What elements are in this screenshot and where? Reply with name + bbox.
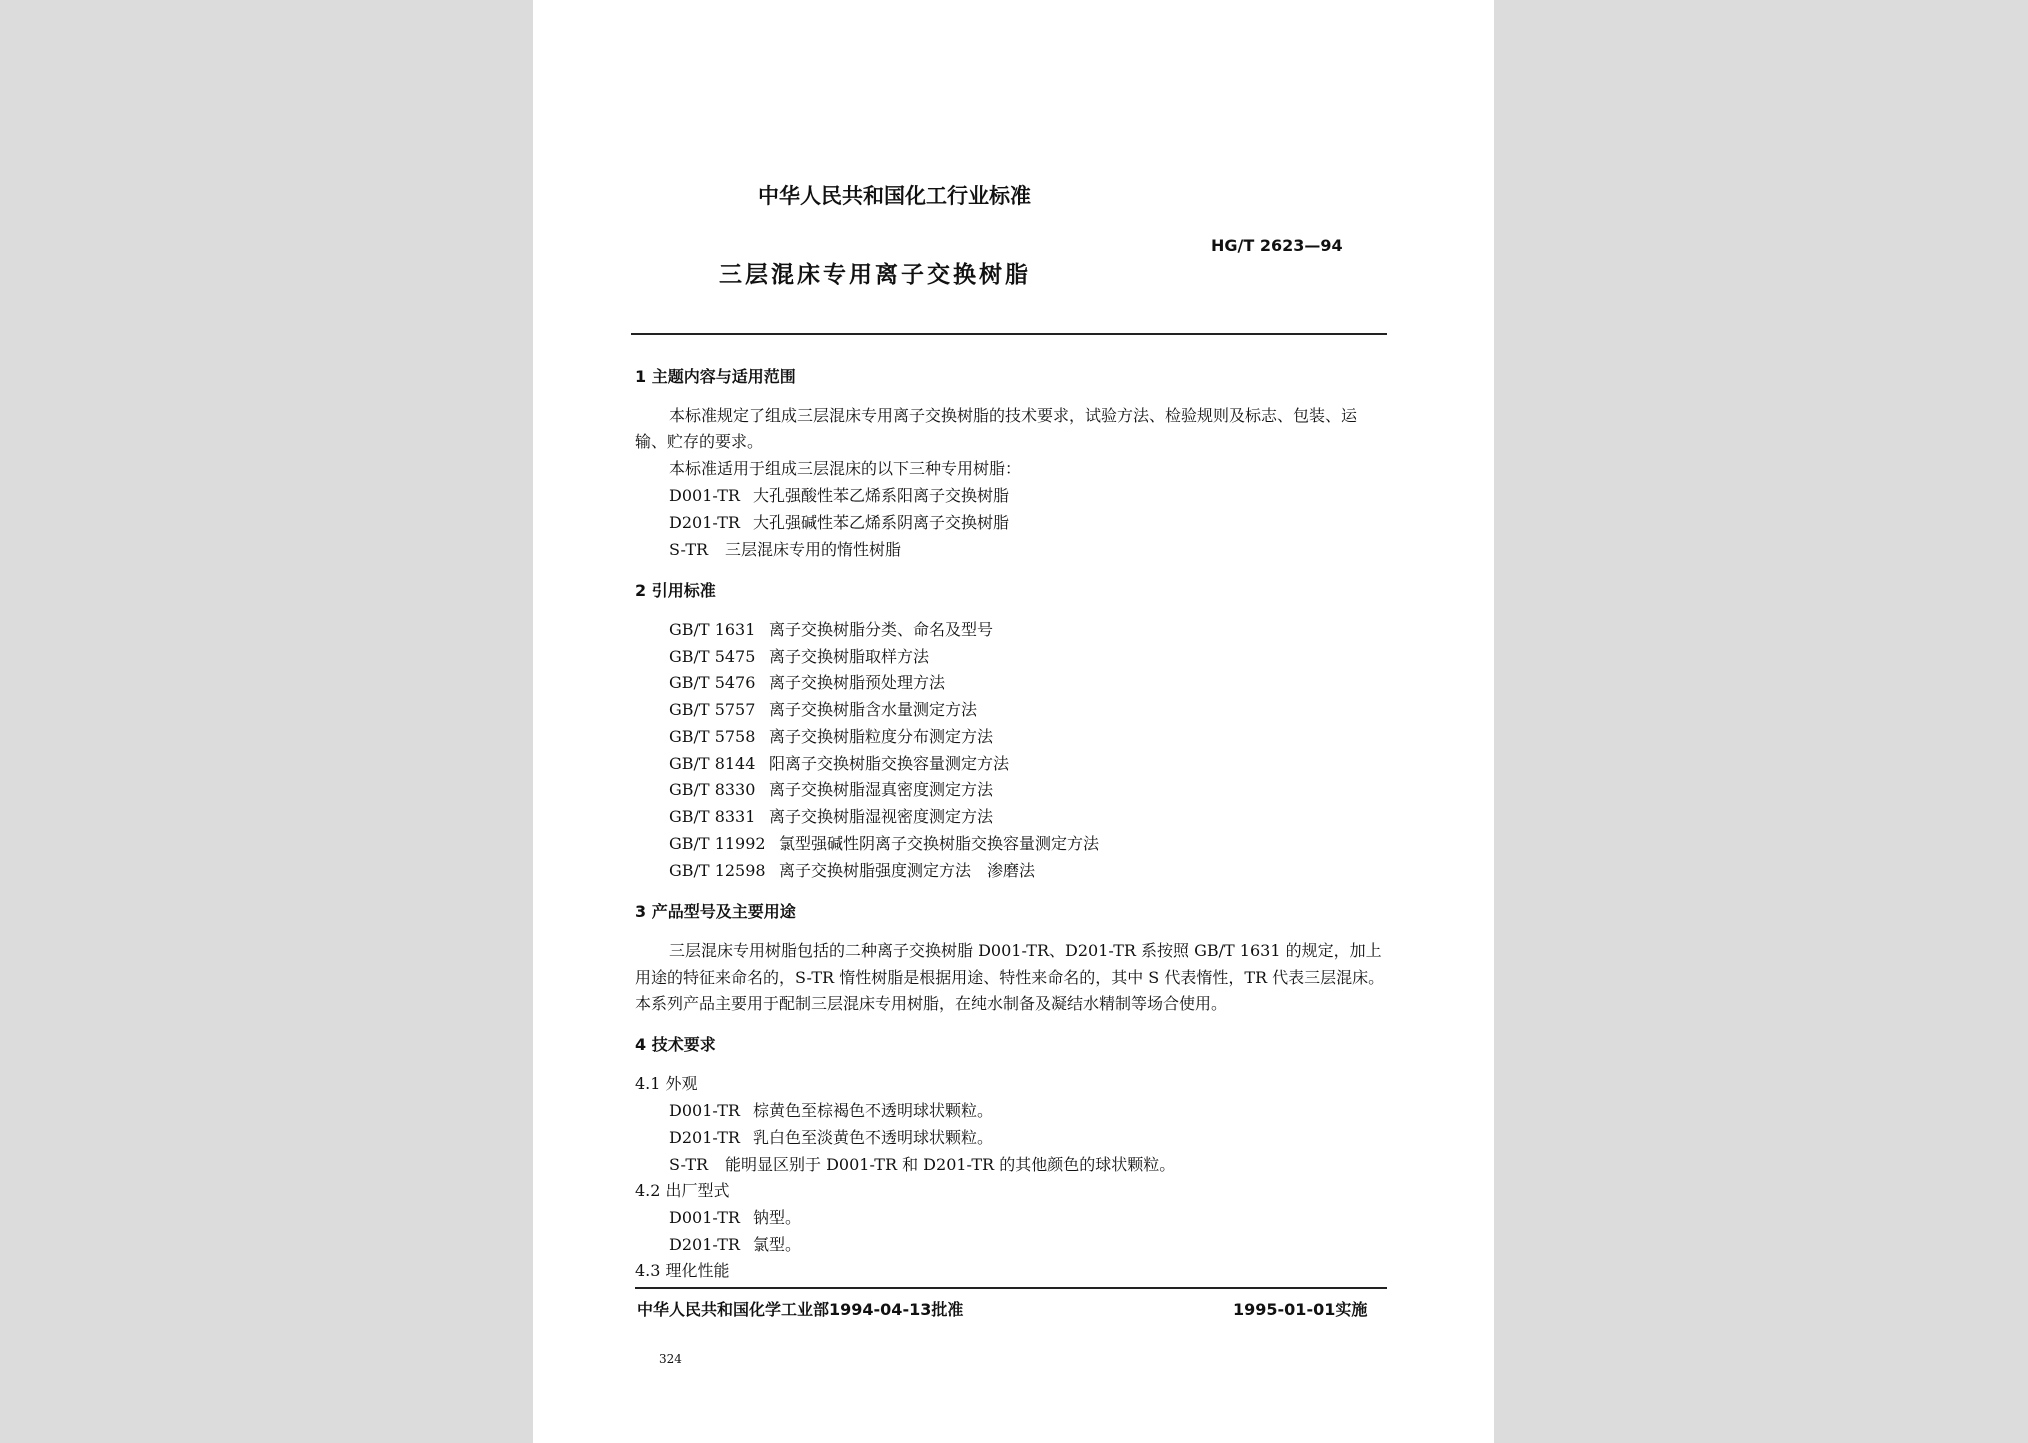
factory-form-item [669, 1208, 801, 1228]
resin-desc: 大孔强酸性苯乙烯系阳离子交换树脂 [753, 486, 1010, 505]
reference-item [669, 673, 945, 693]
section3-line3: 本系列产品主要用于配制三层混床专用树脂，在纯水制备及凝结水精制等场合使用。 [635, 994, 1228, 1013]
reference-item [669, 727, 993, 747]
reference-desc: 阳离子交换树脂交换容量测定方法 [769, 754, 1010, 773]
reference-desc: 氯型强碱性阴离子交换树脂交换容量测定方法 [779, 834, 1100, 853]
org-title: 中华人民共和国化工行业标准 [758, 184, 1031, 208]
section1-para1-line2: 输、贮存的要求。 [635, 432, 764, 451]
reference-desc: 离子交换树脂含水量测定方法 [769, 700, 978, 719]
reference-code: GB/T 12598 [669, 861, 766, 880]
reference-code: GB/T 8144 [669, 754, 756, 773]
doc-title: 三层混床专用离子交换树脂 [719, 262, 1031, 288]
subsection-4-3-heading: 4.3 理化性能 [635, 1261, 730, 1280]
reference-code: GB/T 11992 [669, 834, 766, 853]
effective-date: 1995-01-01实施 [1233, 1300, 1368, 1319]
footer-rule [635, 1287, 1387, 1289]
page-number: 324 [659, 1352, 682, 1366]
reference-item [669, 754, 1009, 774]
subsection-4-2-heading: 4.2 出厂型式 [635, 1181, 730, 1200]
factory-form-item [669, 1235, 801, 1255]
section1-para2: 本标准适用于组成三层混床的以下三种专用树脂： [669, 459, 1022, 478]
appearance-desc: 棕黄色至棕褐色不透明球状颗粒。 [753, 1101, 994, 1120]
reference-desc: 离子交换树脂取样方法 [769, 647, 930, 666]
section1-para1-line1: 本标准规定了组成三层混床专用离子交换树脂的技术要求，试验方法、检验规则及标志、包装、运 [669, 406, 1358, 425]
appearance-item [669, 1101, 993, 1121]
resin-code: D201-TR [669, 513, 740, 532]
reference-desc: 离子交换树脂分类、命名及型号 [769, 620, 994, 639]
header-rule [631, 333, 1387, 335]
section4-heading: 4 技术要求 [635, 1035, 716, 1054]
factory-form-desc: 钠型。 [753, 1208, 802, 1227]
appearance-desc: 能明显区别于 D001-TR 和 D201-TR 的其他颜色的球状颗粒。 [725, 1155, 1176, 1174]
resin-code: S-TR [669, 540, 709, 559]
reference-code: GB/T 5757 [669, 700, 756, 719]
resin-code: D001-TR [669, 486, 740, 505]
resin-item [669, 540, 901, 560]
appearance-desc: 乳白色至淡黄色不透明球状颗粒。 [753, 1128, 994, 1147]
reference-item [669, 807, 993, 827]
resin-desc: 大孔强碱性苯乙烯系阴离子交换树脂 [753, 513, 1010, 532]
reference-desc: 离子交换树脂湿视密度测定方法 [769, 807, 994, 826]
appearance-code: D201-TR [669, 1128, 740, 1147]
resin-item [669, 486, 1009, 506]
section2-heading: 2 引用标准 [635, 581, 716, 600]
section3-heading: 3 产品型号及主要用途 [635, 902, 796, 921]
reference-code: GB/T 8331 [669, 807, 756, 826]
reference-code: GB/T 1631 [669, 620, 756, 639]
reference-code: GB/T 5476 [669, 673, 756, 692]
factory-form-code: D001-TR [669, 1208, 740, 1227]
appearance-code: S-TR [669, 1155, 709, 1174]
resin-desc: 三层混床专用的惰性树脂 [725, 540, 902, 559]
reference-item [669, 834, 1099, 854]
reference-desc: 离子交换树脂强度测定方法 渗磨法 [779, 861, 1036, 880]
appearance-item [669, 1155, 1175, 1175]
section3-line1: 三层混床专用树脂包括的二种离子交换树脂 D001-TR、D201-TR 系按照 GB/T 1631 的规定，加上 [669, 941, 1382, 960]
reference-desc: 离子交换树脂湿真密度测定方法 [769, 780, 994, 799]
section1-heading: 1 主题内容与适用范围 [635, 367, 796, 386]
reference-desc: 离子交换树脂粒度分布测定方法 [769, 727, 994, 746]
appearance-item [669, 1128, 993, 1148]
document-page [533, 0, 1494, 1443]
section3-line2: 用途的特征来命名的，S-TR 惰性树脂是根据用途、特性来命名的，其中 S 代表惰性，TR 代表三层混床。 [635, 968, 1385, 987]
resin-item [669, 513, 1009, 533]
reference-desc: 离子交换树脂预处理方法 [769, 673, 946, 692]
standard-number: HG/T 2623—94 [1211, 236, 1343, 255]
reference-item [669, 780, 993, 800]
appearance-code: D001-TR [669, 1101, 740, 1120]
factory-form-code: D201-TR [669, 1235, 740, 1254]
subsection-4-1-heading: 4.1 外观 [635, 1074, 698, 1093]
reference-item [669, 861, 1035, 881]
reference-item [669, 647, 929, 667]
reference-code: GB/T 8330 [669, 780, 756, 799]
reference-code: GB/T 5758 [669, 727, 756, 746]
reference-item [669, 700, 977, 720]
approval-line: 中华人民共和国化学工业部1994-04-13批准 [637, 1300, 964, 1319]
factory-form-desc: 氯型。 [753, 1235, 802, 1254]
reference-code: GB/T 5475 [669, 647, 756, 666]
reference-item [669, 620, 993, 640]
